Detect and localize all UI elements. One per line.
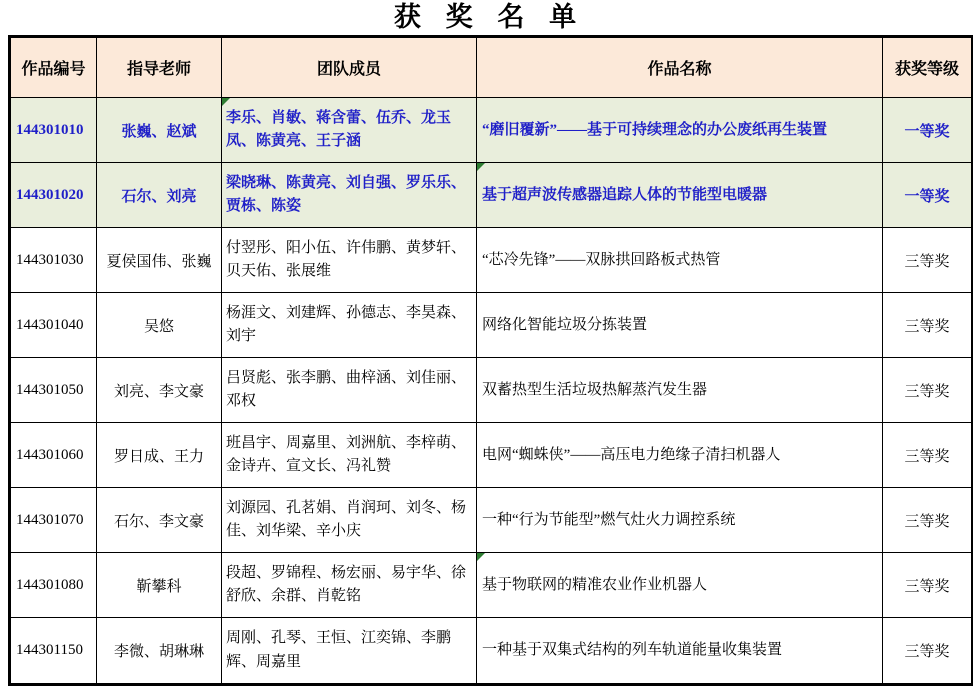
work-title-text: 基于物联网的精准农业作业机器人: [482, 576, 708, 593]
table-row: [10, 618, 973, 685]
members-cell[interactable]: 周刚、孔琴、王恒、江奕锦、李鹏辉、周嘉里: [222, 618, 477, 685]
work-title-text: 基于超声波传感器追踪人体的节能型电暖器: [482, 186, 768, 203]
members-text: 李乐、肖敏、蒋含蕾、伍乔、龙玉凤、陈黄亮、王子涵: [226, 109, 452, 149]
members-cell[interactable]: 杨涯文、刘建辉、孙德志、李昊森、刘宇: [222, 293, 477, 358]
table-row: [10, 423, 973, 488]
members-cell[interactable]: 刘源园、孔茗娟、肖润珂、刘冬、杨佳、刘华梁、辛小庆: [222, 488, 477, 553]
work-id-cell[interactable]: 144301020: [10, 163, 97, 228]
awards-table: [8, 35, 973, 686]
award-grade-cell[interactable]: 三等奖: [883, 228, 973, 293]
award-grade-cell[interactable]: 三等奖: [883, 488, 973, 553]
work-id-cell[interactable]: 144301060: [10, 423, 97, 488]
table-row: [10, 163, 973, 228]
col-header-advisor: 指导老师: [97, 37, 222, 98]
work-id-cell[interactable]: 144301080: [10, 553, 97, 618]
advisor-cell[interactable]: 李微、胡琳琳: [97, 618, 222, 685]
table-header-row: [10, 37, 973, 98]
work-title-cell[interactable]: [477, 163, 883, 228]
table-row: [10, 98, 973, 163]
advisor-cell[interactable]: 刘亮、李文豪: [97, 358, 222, 423]
members-cell[interactable]: 段超、罗锦程、杨宏丽、易宇华、徐舒欣、余群、肖乾铭: [222, 553, 477, 618]
error-indicator-icon: [222, 98, 230, 106]
work-id-cell[interactable]: 144301150: [10, 618, 97, 685]
award-grade-cell[interactable]: 三等奖: [883, 358, 973, 423]
work-title-cell[interactable]: “芯冷先锋”——双脉拱回路板式热管: [477, 228, 883, 293]
col-header-members: 团队成员: [222, 37, 477, 98]
advisor-cell[interactable]: 吴悠: [97, 293, 222, 358]
work-title-cell[interactable]: 一种基于双集式结构的列车轨道能量收集装置: [477, 618, 883, 685]
award-grade-cell[interactable]: 三等奖: [883, 423, 973, 488]
advisor-cell[interactable]: 石尔、刘亮: [97, 163, 222, 228]
error-indicator-icon: [477, 553, 485, 561]
award-grade-cell[interactable]: 三等奖: [883, 293, 973, 358]
advisor-cell[interactable]: 靳攀科: [97, 553, 222, 618]
advisor-cell[interactable]: 石尔、李文豪: [97, 488, 222, 553]
advisor-cell[interactable]: 夏侯国伟、张巍: [97, 228, 222, 293]
table-row: [10, 358, 973, 423]
col-header-work-title: 作品名称: [477, 37, 883, 98]
table-row: [10, 228, 973, 293]
work-id-cell[interactable]: 144301030: [10, 228, 97, 293]
members-cell[interactable]: [222, 98, 477, 163]
work-title-cell[interactable]: [477, 553, 883, 618]
table-row: [10, 488, 973, 553]
work-id-cell[interactable]: 144301040: [10, 293, 97, 358]
col-header-work-id: 作品编号: [10, 37, 97, 98]
work-title-cell[interactable]: 双蓄热型生活垃圾热解蒸汽发生器: [477, 358, 883, 423]
col-header-award-grade: 获奖等级: [883, 37, 973, 98]
award-grade-cell[interactable]: 一等奖: [883, 98, 973, 163]
work-title-cell[interactable]: 电网“蜘蛛侠”——高压电力绝缘子清扫机器人: [477, 423, 883, 488]
members-cell[interactable]: 付翌彤、阳小伍、许伟鹏、黄梦轩、贝天佑、张展维: [222, 228, 477, 293]
work-id-cell[interactable]: 144301010: [10, 98, 97, 163]
award-grade-cell[interactable]: 三等奖: [883, 553, 973, 618]
page-title: 获 奖 名 单: [393, 2, 586, 32]
work-title-cell[interactable]: 网络化智能垃圾分拣装置: [477, 293, 883, 358]
work-id-cell[interactable]: 144301050: [10, 358, 97, 423]
award-grade-cell[interactable]: 一等奖: [883, 163, 973, 228]
work-title-cell[interactable]: 一种“行为节能型”燃气灶火力调控系统: [477, 488, 883, 553]
error-indicator-icon: [477, 163, 485, 171]
table-row: [10, 553, 973, 618]
award-grade-cell[interactable]: 三等奖: [883, 618, 973, 685]
work-id-cell[interactable]: 144301070: [10, 488, 97, 553]
work-title-cell[interactable]: “磨旧覆新”——基于可持续理念的办公废纸再生装置: [477, 98, 883, 163]
members-cell[interactable]: 梁晓琳、陈黄亮、刘自强、罗乐乐、贾栋、陈姿: [222, 163, 477, 228]
members-cell[interactable]: 班昌宇、周嘉里、刘洲航、李梓萌、金诗卉、宣文长、冯礼赞: [222, 423, 477, 488]
advisor-cell[interactable]: 罗日成、王力: [97, 423, 222, 488]
advisor-cell[interactable]: 张巍、赵斌: [97, 98, 222, 163]
table-row: [10, 293, 973, 358]
members-cell[interactable]: 吕贤彪、张李鹏、曲梓涵、刘佳丽、邓权: [222, 358, 477, 423]
